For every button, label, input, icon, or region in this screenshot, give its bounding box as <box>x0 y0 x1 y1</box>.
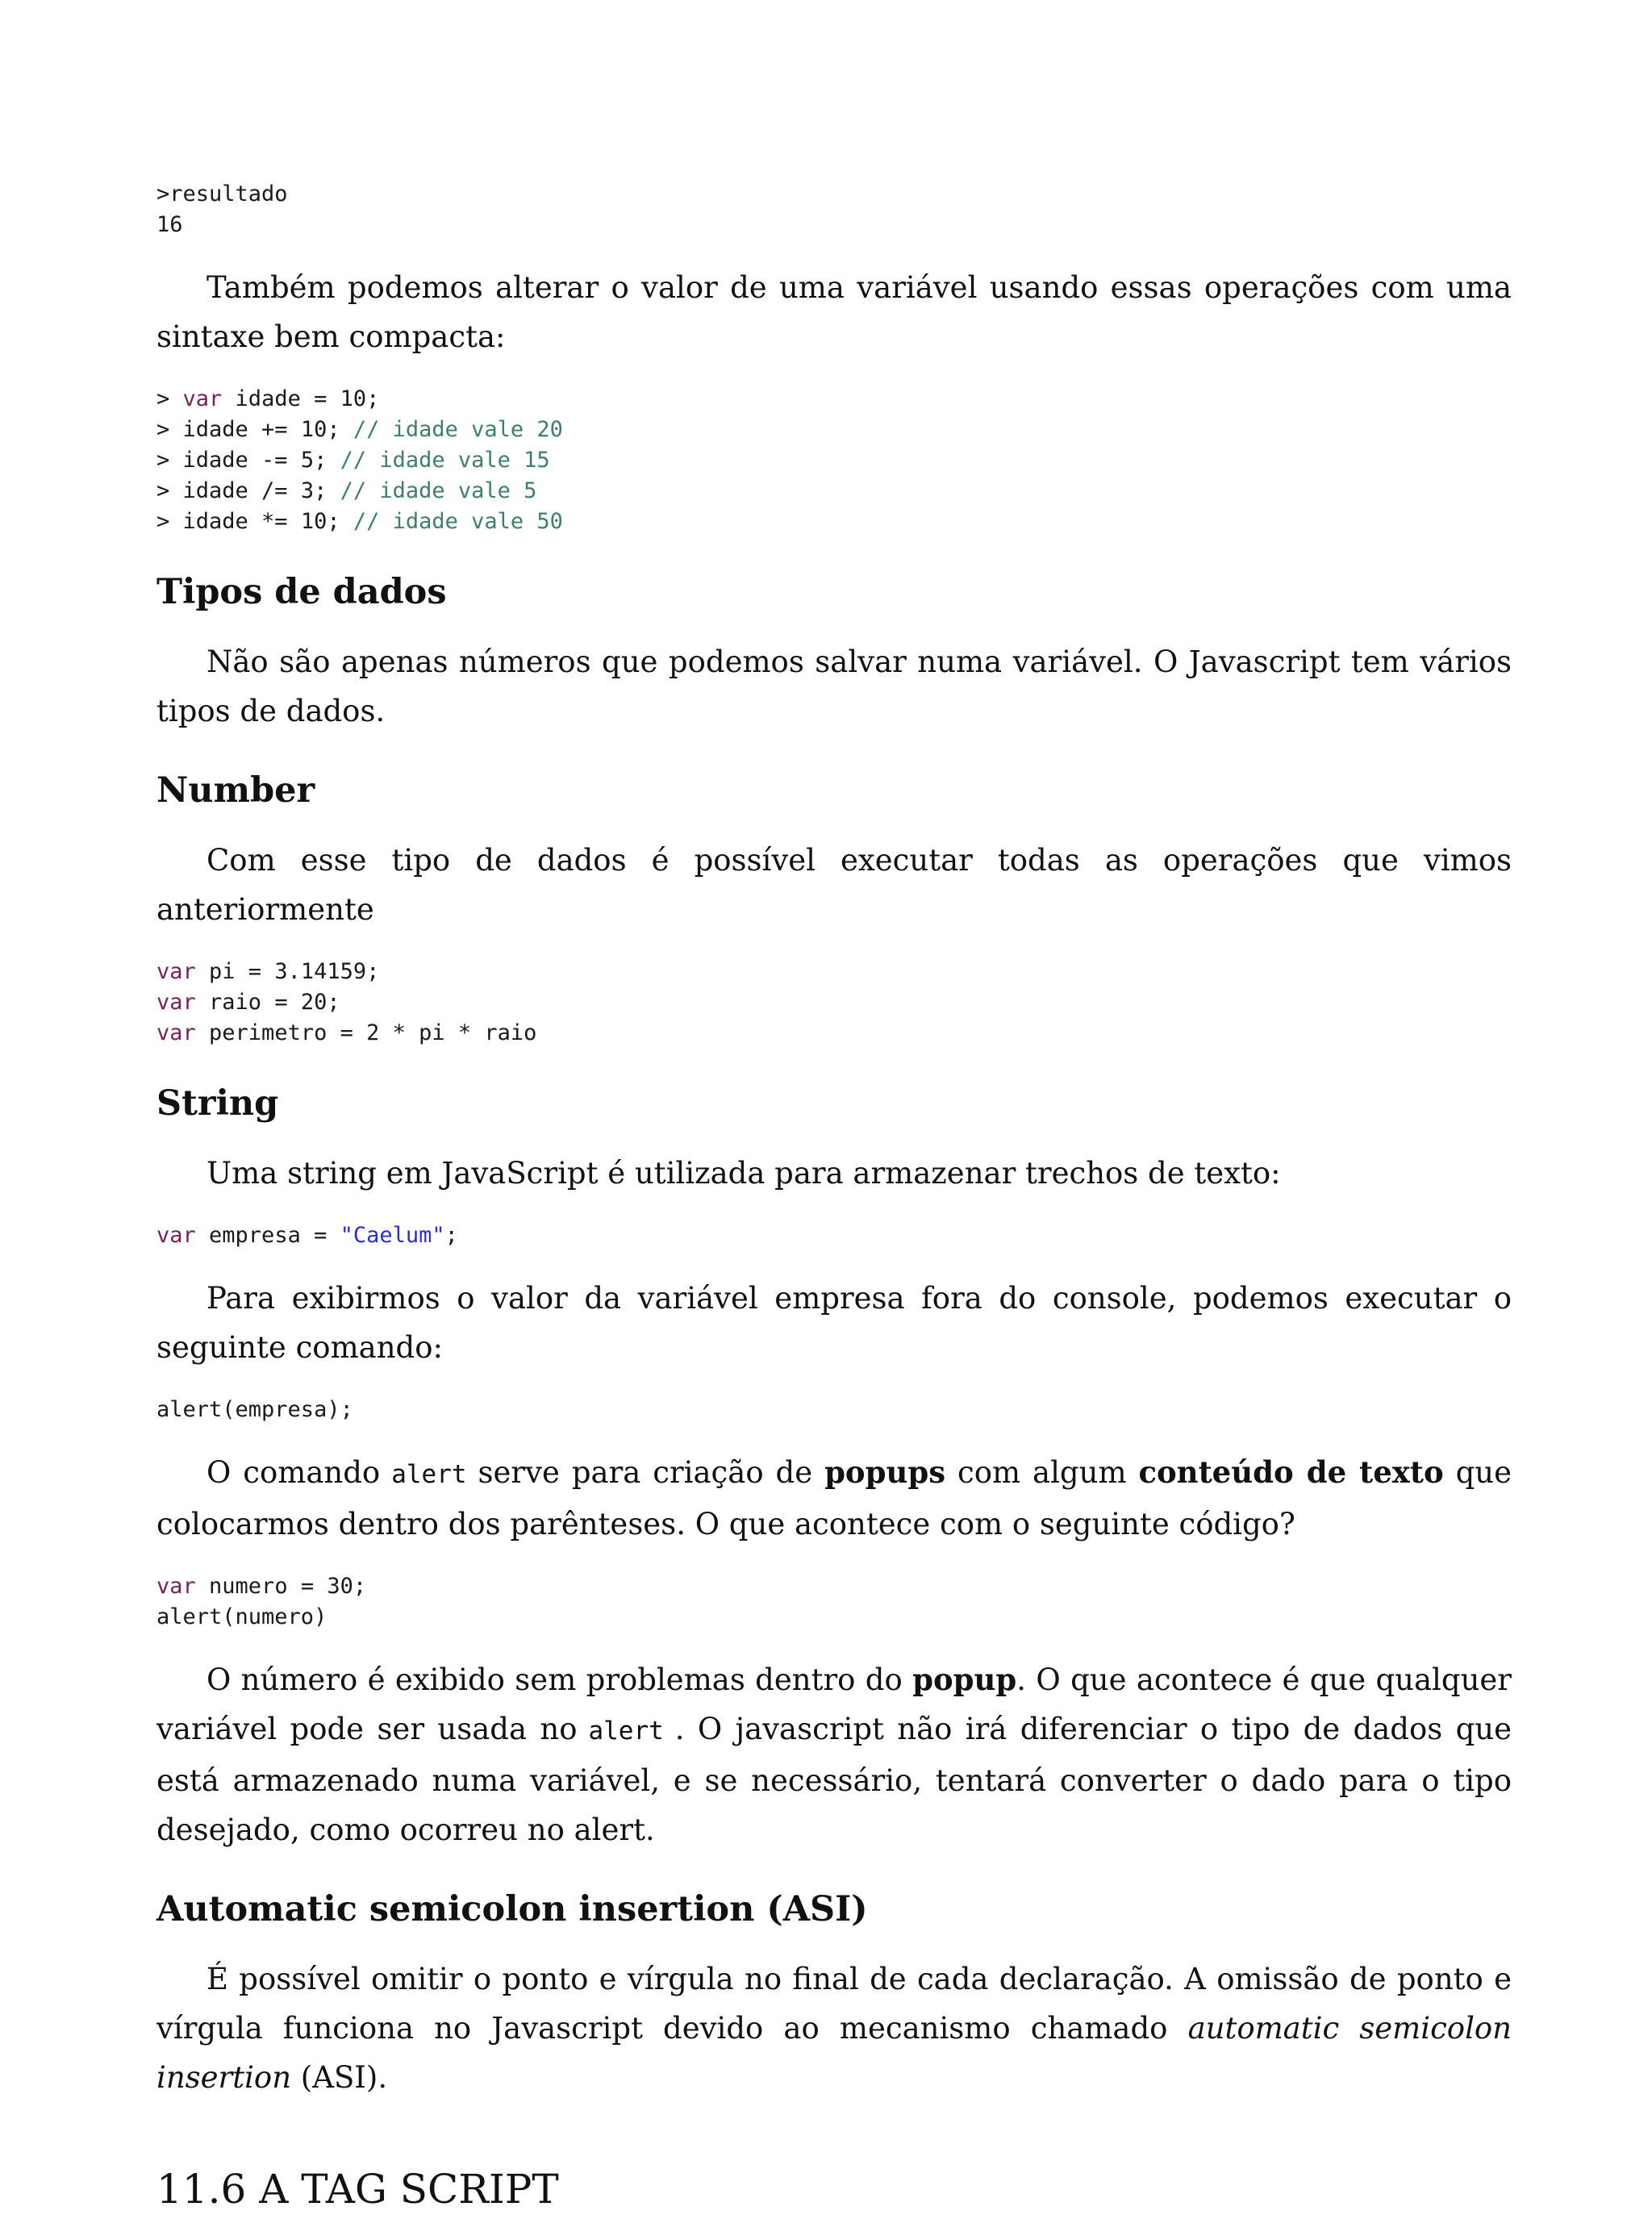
code-line: 16 <box>156 212 183 237</box>
document-page <box>156 179 1512 2215</box>
code-line: >resultado <box>156 181 288 206</box>
italic-asi: automatic semicolon insertion <box>156 2011 1512 2095</box>
code-line: var numero = 30; <box>156 1574 367 1599</box>
paragraph-exibir: Para exibirmos o valor da variável empresa fora do console, podemos executar o seguinte comando: <box>156 1281 1512 1365</box>
code-block-idade <box>156 384 1512 537</box>
code-line: > idade *= 10; // idade vale 50 <box>156 509 563 534</box>
inline-code-alert: alert <box>588 1717 664 1746</box>
code-block-number <box>156 957 1512 1049</box>
code-line: > idade -= 5; // idade vale 15 <box>156 448 550 473</box>
inline-code-alert: alert <box>391 1460 467 1489</box>
paragraph-asi: É possível omitir o ponto e vírgula no final de cada declaração. A omissão de ponto e vírgula funciona no Javascript devido ao mecanismo chamado automatic semicolon insertion (ASI). <box>156 1962 1512 2095</box>
code-block-numero <box>156 1571 1512 1633</box>
code-block-alert <box>156 1395 1512 1425</box>
code-block-string <box>156 1220 1512 1251</box>
heading-asi: Automatic semicolon insertion (ASI) <box>156 1889 868 1929</box>
paragraph-alert: O comando alert serve para criação de popups com algum conteúdo de texto que colocarmos dentro dos parênteses. O que acontece com o seguinte código? <box>156 1454 1512 1541</box>
bold-conteudo-texto: conteúdo de texto <box>1138 1454 1444 1490</box>
bold-popup: popup <box>912 1662 1017 1697</box>
bold-popups: popups <box>824 1454 946 1490</box>
code-line: alert(empresa); <box>156 1397 353 1422</box>
paragraph-number: Com esse tipo de dados é possível executar todas as operações que vimos anteriormente <box>156 843 1512 927</box>
section-heading-tag-script: 11.6 A TAG SCRIPT <box>156 2166 559 2213</box>
paragraph-tipos: Não são apenas números que podemos salvar numa variável. O Javascript tem vários tipos de dados. <box>156 644 1512 728</box>
code-line: > idade /= 3; // idade vale 5 <box>156 478 537 503</box>
heading-tipos-de-dados: Tipos de dados <box>156 572 447 612</box>
code-line: > idade += 10; // idade vale 20 <box>156 417 563 442</box>
heading-number: Number <box>156 770 315 811</box>
code-line: var raio = 20; <box>156 990 340 1015</box>
heading-string: String <box>156 1083 279 1124</box>
paragraph-string: Uma string em JavaScript é utilizada para armazenar trechos de texto: <box>206 1156 1281 1191</box>
code-line: > var idade = 10; <box>156 386 380 411</box>
code-line: var empresa = "Caelum"; <box>156 1223 458 1248</box>
code-line: var pi = 3.14159; <box>156 959 380 984</box>
paragraph-numero: O número é exibido sem problemas dentro do popup. O que acontece é que qualquer variável pode ser usada no alert . O javascript não irá diferenciar o tipo de dados que está armazenado numa variável, e se necessário, tentará converter o dado para o tipo desejado, como ocorreu no alert. <box>156 1662 1512 1847</box>
code-line: alert(numero) <box>156 1604 327 1629</box>
code-line: var perimetro = 2 * pi * raio <box>156 1020 537 1045</box>
code-block-resultado <box>156 179 1512 240</box>
paragraph-compact-syntax: Também podemos alterar o valor de uma variável usando essas operações com uma sintaxe bem compacta: <box>156 270 1512 354</box>
